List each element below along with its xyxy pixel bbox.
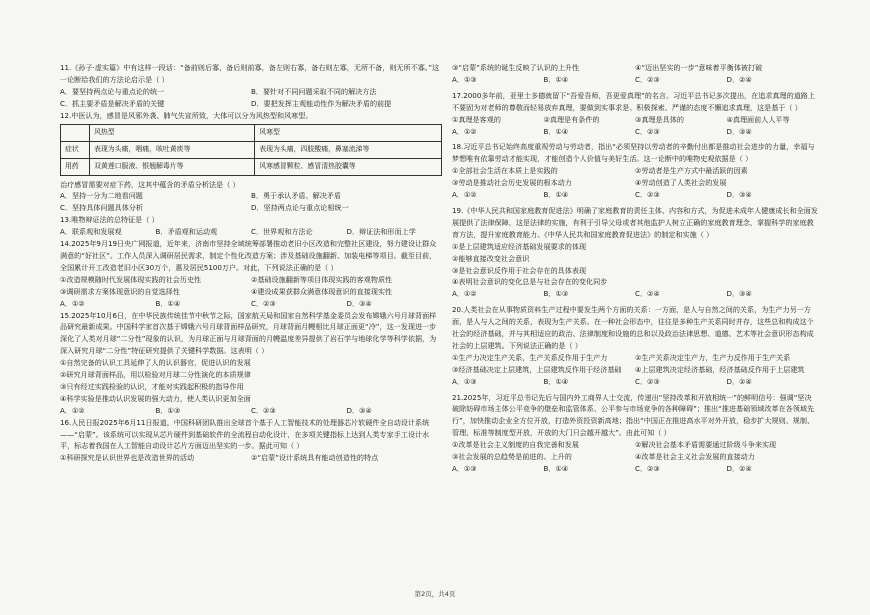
q11-option-a: A．要坚持两点论与重点论的统一 [60, 86, 165, 96]
q16-items-cont [452, 62, 818, 74]
q17-option-d: D．③④ [726, 126, 752, 136]
table-row [61, 141, 442, 158]
q15-option-a: A．①② [60, 405, 85, 415]
q17-option-b: B．①④ [543, 126, 569, 136]
q14-item-1: ①改造规模随时代发展体现实践的社会历史性 [60, 274, 202, 284]
q19-option-b: B．①③ [543, 289, 569, 299]
q19-option-d: D．③④ [726, 289, 752, 299]
q20-options [452, 376, 818, 388]
q21-item-2: ②解决社会基本矛盾需要通过阶级斗争来实现 [635, 440, 777, 450]
q20-items [452, 352, 818, 376]
table-row [61, 158, 442, 175]
q18-stem: 18.习近平总书记始终高度重视劳动与劳动者，指出“必须坚持以劳动者的辛勤付出都是推动社会进步的力量，幸福与梦想唯有依靠劳动才能实现，才能创造个人价值与美好生活。这一论断中的唯物史观依据是（ ） [452, 142, 815, 164]
table-cell: 风寒感冒颗粒、感冒清热胶囊等 [255, 158, 442, 175]
q18-item-4: ④劳动创造了人类社会的发展 [635, 178, 727, 188]
q15-item-4: ④科学实验是推动认识发展的强大动力，使人类认识更加全面 [60, 393, 251, 403]
q14-item-3: ③调研需求方案体现意识的自觉选择性 [60, 286, 180, 296]
q15-options [60, 405, 442, 417]
q16-option-d: D．②④ [726, 74, 752, 84]
q17-item-3: ③真理是具体的 [635, 114, 684, 124]
q21-stem: 21.2025年，习近平总书记先后与国内外工商界人士交流，传递出“坚持改革和开放相统一”的鲜明信号：强调“坚决破除妨碍市场主体公平竞争的壁垒和监管体系、公平参与市场竞争的各种障碍”；推出“推进基础领域改革在各领域先行”，加快推动企业全方位开放，打造外资投资新高地；指出“中国正在推进高水平对外开放，稳步扩大规则、规制、管理、标准等制度型开放，开放的大门只会越开越大”。由此可知（ ） [452, 392, 815, 438]
q14-item-2: ②基础设施翻新等项目体现实践的客观物质性 [251, 274, 393, 284]
table-cell: 表现为头痛，咽痛，咳吐黄痰等 [90, 141, 255, 158]
q17-option-c: C．②③ [635, 126, 660, 136]
q14-options [60, 298, 442, 310]
q12-option-d: D．坚持两点论与重点论相统一 [251, 203, 349, 213]
q20-option-b: B．①④ [543, 376, 569, 386]
q16-items [60, 452, 442, 464]
q19-option-a: A．①② [452, 289, 477, 299]
table-cell: 表现为头痛，四肢酸痛，鼻塞流涕等 [255, 141, 442, 158]
q21-items [452, 439, 818, 463]
table-cell: 症状 [61, 141, 90, 158]
table-header-cell [61, 124, 90, 141]
q16-option-b: B．①④ [543, 74, 569, 84]
q13-option-a: A．联系观和发展观 [60, 227, 122, 237]
q13-option-b: B．矛盾观和运动观 [155, 227, 218, 237]
table-header-row [61, 124, 442, 141]
q21-options [452, 463, 818, 475]
q18-option-c: C．②③ [635, 190, 660, 200]
q21-option-c: C．②③ [635, 464, 660, 473]
q19-item-1: ①是上层建筑适应经济基础发展要求的体现 [452, 241, 587, 251]
q19-item-3: ③是社会意识反作用于社会存在的具体表现 [452, 265, 587, 275]
q21-option-d: D．②④ [726, 464, 752, 473]
q15-item-2: ②研究月球背面样品，用以检验对月球二分性演化的本质规律 [60, 370, 251, 380]
table-header-cell: 风寒型 [255, 124, 442, 141]
q14-option-d: D．③④ [346, 298, 372, 308]
q20-item-3: ③经济基础决定上层建筑，上层建筑反作用于经济基础 [452, 364, 622, 374]
q20-option-c: C．②③ [635, 376, 660, 386]
q11-option-d: D．要把发挥主观能动性作为解决矛盾的前提 [251, 98, 392, 108]
q18-item-2: ②劳动者是生产方式中最活跃的因素 [635, 166, 748, 176]
q11-option-c: C．抓主要矛盾是解决矛盾的关键 [60, 98, 165, 108]
q19-stem: 19.《中华人民共和国家庭教育促进法》明确了家庭教育的责任主体、内容和方式，为促进未成年人健康成长和全面发展提供了法律保障，这是法律的实施，有利于引导父母或者其他监护人树立正确的家庭教育理念，掌握科学的家庭教育方法，提升家庭教育能力。《中华人民共和国家庭教育促进法》的制定和实施（ ） [452, 205, 818, 239]
q15-item-3: ③只有经过实践检验的认识，才能对实践起积极的指导作用 [60, 381, 244, 391]
q14-items [60, 274, 442, 298]
q17-item-4: ④真理面前人人平等 [726, 114, 790, 124]
q16-item-4: ④“迈出坚实的一步”意味着平衡体被打破 [635, 63, 763, 72]
q16-option-a: A．①③ [452, 74, 477, 84]
q21-item-1: ①改革是社会主义制度的自我完善和发展 [452, 440, 579, 450]
q15-stem: 15.2025年10月6日，在中华民族传统佳节中秋节之际，国家航天局和国家自然科学基金委员会发布嫦娥六号月球背面样品研究最新成果。中国科学家首次基于嫦娥六号月球背面样品研究，月球背面月幔相比月球正面更“冷”，这一发现进一步深化了人类对月球“二分性”现象的认识，为月球正面与月球背面的月幔温度差异提供了岩石学与地球化学等科学依据，为深入研究月球“二分性”特征研究提供了关键科学数据。这表明（ ） [60, 310, 437, 356]
q12-options [60, 190, 442, 214]
q15-option-b: B．①③ [155, 405, 181, 415]
q12-table [60, 124, 442, 176]
q21-option-b: B．①④ [543, 464, 569, 473]
q17-options [452, 126, 818, 138]
q18-options [452, 189, 818, 201]
q14-option-a: A．①② [60, 298, 85, 308]
table-cell: 用药 [61, 158, 90, 175]
q16-item-2: ②“启蒙”设计系统具有能动创造性的特点 [251, 453, 379, 463]
page-number: 第2页，共4页 [414, 590, 456, 598]
q17-item-2: ②真理是有条件的 [543, 114, 600, 124]
q13-stem: 13.唯物辩证法的总特征是（ ） [60, 215, 159, 225]
q18-item-1: ①全部社会生活在本质上是实践的 [452, 166, 558, 176]
q17-item-1: ①真理是客观的 [452, 114, 501, 124]
q16-options [452, 74, 818, 86]
q12-option-a: A．坚持一分为二地看问题 [60, 191, 143, 201]
q19-option-c: C．②④ [635, 289, 660, 299]
q19-item-2: ②能够直接改变社会意识 [452, 253, 530, 263]
q15-option-c: C．②③ [251, 405, 276, 415]
q20-item-1: ①生产力决定生产关系，生产关系反作用于生产力 [452, 352, 608, 362]
q20-item-2: ②生产关系决定生产力，生产力反作用于生产关系 [635, 352, 791, 362]
q13-options [60, 226, 442, 238]
q12-option-b: B．勇于承认矛盾、解决矛盾 [251, 191, 341, 201]
q18-option-a: A．①② [452, 190, 477, 200]
q20-option-a: A．①③ [452, 376, 477, 386]
q18-option-d: D．③④ [726, 190, 752, 200]
q12-tail: 治疗感冒需要对症下药，这其中蕴含的矛盾分析法是（ ） [60, 179, 240, 189]
q21-option-a: A．①③ [452, 464, 477, 473]
q17-stem: 17.2000多年前，亚里士多德就留下“吾爱吾师，吾更爱真理”的名言。习近平总书记多次提出，在追求真理的道路上不要固为对老师的尊敬而轻易放弃真理，要做到实事求是、积极探索、严谨的态度不懈追求真理，这是基于（ ） [452, 90, 815, 112]
q20-item-4: ④上层建筑决定经济基础，经济基础反作用于上层建筑 [635, 364, 805, 374]
q16-stem: 16.人民日报2025年6月11日报道，中国科研团队推出全球首个基于人工智能技术的处理器芯片软硬件全自动设计系统——“启蒙”。该系统可以实现从芯片硬件到基础软件的全流程自动化设计，在多项关键指标上达到人类专家手工设计水平，标志着我国在人工智能自动设计芯片方面迈出坚实的一步。据此可知（ ） [60, 417, 430, 451]
table-header-cell: 风热型 [90, 124, 255, 141]
q13-option-d: D．辩证法和形而上学 [346, 227, 416, 237]
q16-option-c: C．②③ [635, 74, 660, 84]
q17-items [452, 114, 818, 126]
q16-item-1: ①科研探究是认识世界也是改造世界的活动 [60, 453, 195, 463]
q19-options [452, 288, 818, 300]
q12-option-c: C．坚持具体问题具体分析 [60, 203, 143, 213]
right-column [452, 62, 818, 475]
q11-stem: 11.《孙子·虚实篇》中有这样一段话：“备前则后寡，备后则前寡，备左则右寡，备右则左寡，无所不备，则无所不寡。”这一论断给我们的方法论启示是（ ） [60, 63, 440, 84]
left-column [60, 62, 442, 464]
q20-stem: 20.人类社会在从事物质资料生产过程中要发生两个方面的关系：一方面，是人与自然之间的关系，为生产力另一方面，是人与人之间的关系，表现为生产关系。在一种社会形态中，往往是多种生产关系同时并存，这些总和构成这个社会的经济基础，并与其相适应的政治、法律制度和设施的总和以及政治法律思想、道德、艺术等社会意识形态构成社会的上层建筑。下列说法正确的是（ ） [452, 305, 814, 350]
q15-item-1: ①自然完备的认识工具延伸了人的认识器官，促进认识的发展 [60, 358, 251, 368]
q20-option-d: D．②④ [726, 376, 752, 386]
table-cell: 双黄莲口服液、银翘解毒片等 [90, 158, 255, 175]
q12-stem: 12.中医认为，感冒是风邪外袭、肺气失宣所致，大体可以分为风热型和风寒型。 [60, 110, 313, 120]
q11-option-b: B．要针对不同问题采取不同的解决方法 [251, 86, 377, 96]
q14-option-c: C．②③ [251, 298, 276, 308]
q14-item-4: ④建设成果获群众满意体现意识的直接现实性 [251, 286, 393, 296]
q17-option-a: A．①② [452, 126, 477, 136]
q19-item-4: ④表明社会意识的变化总是与社会存在的变化同步 [452, 277, 608, 287]
q18-items [452, 165, 818, 189]
q14-option-b: B．①④ [155, 298, 181, 308]
q18-item-3: ③劳动是推动社会历史发展的根本动力 [452, 178, 572, 188]
q21-item-4: ④改革是社会主义社会发展的直接动力 [635, 452, 755, 462]
q16-item-3: ③“启蒙”系统的诞生反映了认识的上升性 [452, 63, 580, 72]
q18-option-b: B．①④ [543, 190, 569, 200]
q15-option-d: D．③④ [346, 405, 372, 415]
q14-stem: 14.2025年9月19日央广网报道，近年来，济南市坚持全域统筹部署推动老旧小区改造和完整社区建设，努力建设让群众满意的“好社区”。工作人员深入调研居民需求，制定个性化改造方案；涉及基础设施翻新、加装电梯等项目。截至目前，全国累计开工改造老旧小区30万个，惠及居民5100万户。对此，下列说法正确的是（ ） [60, 239, 437, 272]
q11-options [60, 86, 442, 110]
q21-item-3: ③社会发展的总趋势是前进的、上升的 [452, 452, 572, 462]
q13-option-c: C．世界观和方法论 [251, 227, 313, 237]
